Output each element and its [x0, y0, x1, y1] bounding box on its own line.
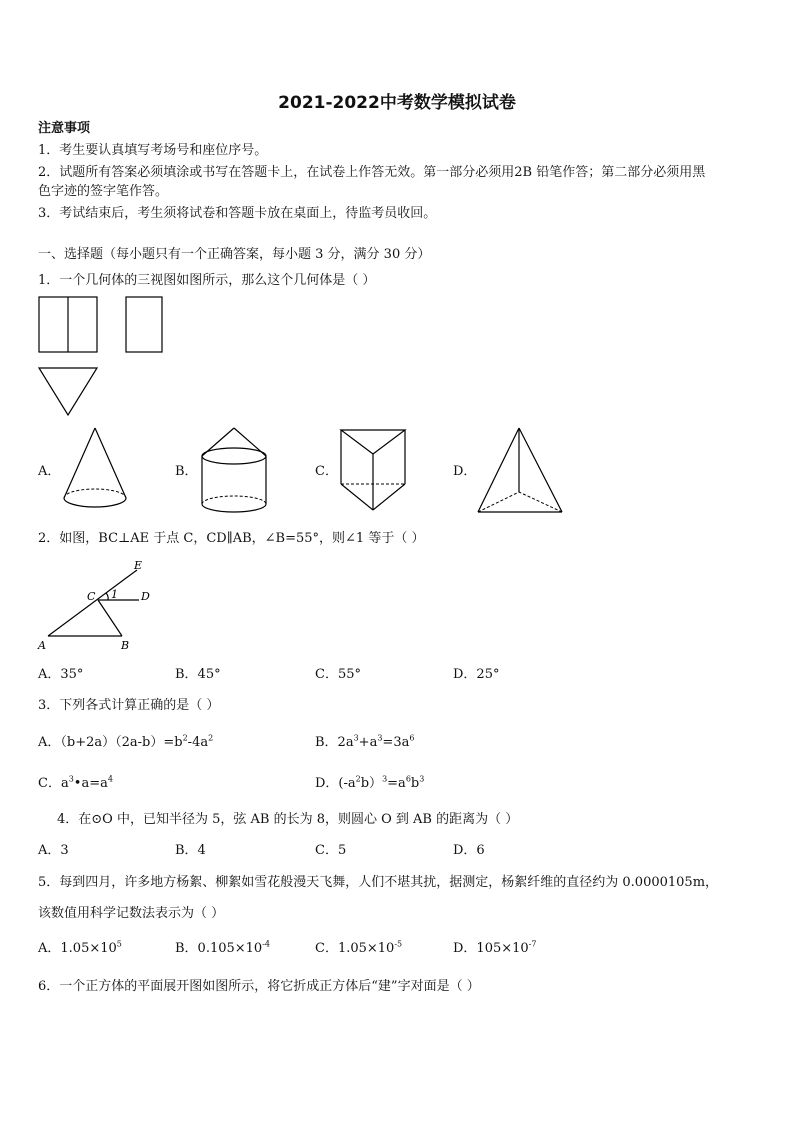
question-5-stem-line1: 5．每到四月，许多地方杨絮、柳絮如雪花般漫天飞舞，人们不堪其扰，据测定，杨絮纤维的直径约为 0.0000105m，: [38, 875, 719, 890]
q4-option-a: A．3: [38, 843, 69, 858]
question-4-stem: 4．在⊙O 中，已知半径为 5，弦 AB 的长为 8，则圆心 O 到 AB 的距离为（ ）: [57, 812, 519, 827]
q3-option-c: C．$a^3•a=a^4$: [38, 774, 113, 791]
notice-heading: 注意事项: [38, 121, 91, 136]
q5-option-c: C．$1.05\times 10^{-5}$: [315, 939, 403, 956]
q5-option-b: B．$0.105\times 10^{-4}$: [175, 939, 271, 956]
notice-item: 色字迹的签字笔作答。: [38, 184, 169, 199]
q3-option-d: D．$(-a^2b)^3=a^6b^3$: [315, 774, 425, 791]
question-3-stem: 3．下列各式计算正确的是（ ）: [38, 698, 220, 713]
q4-option-b: B．4: [175, 843, 206, 858]
triangular-pyramid-figure: [476, 426, 566, 518]
q1-option-c-label: C．: [315, 464, 338, 479]
side-view: [126, 297, 162, 352]
question-2-stem: 2．如图，BC⊥AE 于点 C，CD∥AB，∠B=55°，则∠1 等于（ ）: [38, 531, 425, 546]
q4-option-d: D．6: [453, 843, 485, 858]
q2-option-d: D．25°: [453, 667, 500, 682]
label-c: C: [87, 590, 96, 603]
q3-option-a: A．$(b+2a)(2a-b)=b^2-4a^2$: [38, 733, 214, 750]
page-title: 2021-2022中考数学模拟试卷: [278, 93, 516, 113]
q2-geometry-figure: [36, 558, 166, 654]
label-e: E: [134, 559, 143, 572]
q1-three-view-figure: [38, 296, 168, 421]
cone-figure: [62, 426, 128, 514]
label-d: D: [141, 590, 150, 603]
cylinder-cone-figure: [200, 426, 268, 520]
q1-option-d-label: D．: [453, 464, 477, 479]
question-1-stem: 1．一个几何体的三视图如图所示，那么这个几何体是（ ）: [38, 273, 376, 288]
q2-option-c: C．55°: [315, 667, 361, 682]
notice-item: 2．试题所有答案必须填涂或书写在答题卡上，在试卷上作答无效。第一部分必须用2B 铅笔作答；第二部分必须用黑: [38, 165, 706, 180]
q2-option-b: B．45°: [175, 667, 221, 682]
q1-option-b-label: B．: [175, 464, 198, 479]
label-a: A: [38, 639, 46, 652]
q5-option-a: A．$1.05\times 10^5$: [38, 939, 122, 956]
label-1: 1: [111, 588, 118, 601]
q3-option-b: B．$2a^3+a^3=3a^6$: [315, 733, 415, 750]
q2-option-a: A．35°: [38, 667, 84, 682]
top-view: [39, 368, 97, 415]
notice-item: 3．考试结束后，考生须将试卷和答题卡放在桌面上，待监考员收回。: [38, 206, 437, 221]
q4-option-c: C．5: [315, 843, 347, 858]
label-b: B: [121, 639, 130, 652]
section-heading: 一、选择题（每小题只有一个正确答案，每小题 3 分，满分 30 分）: [38, 247, 431, 262]
q5-option-d: D．$105\times 10^{-7}$: [453, 939, 537, 956]
question-5-stem-line2: 该数值用科学记数法表示为（ ）: [38, 906, 225, 921]
q1-option-a-label: A．: [38, 464, 61, 479]
triangular-prism-figure: [339, 428, 407, 514]
question-6-stem: 6．一个正方体的平面展开图如图所示，将它折成正方体后“建”字对面是（ ）: [38, 979, 480, 994]
notice-item: 1．考生要认真填写考场号和座位序号。: [38, 143, 268, 158]
